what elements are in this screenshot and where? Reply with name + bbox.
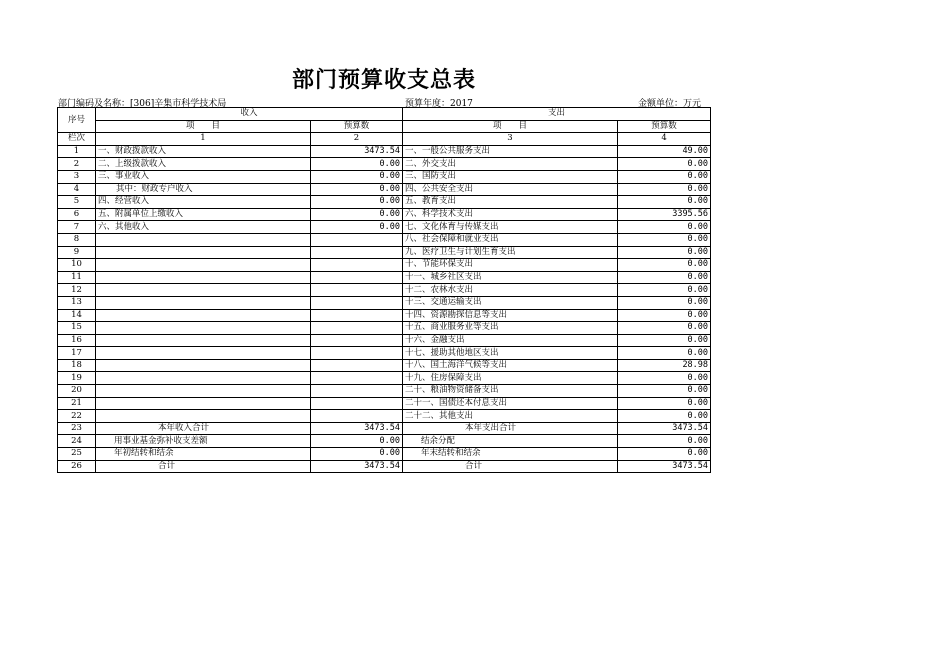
expense-budget-value: 3395.56 [618, 208, 711, 221]
row-number: 14 [58, 309, 96, 322]
row-number: 7 [58, 221, 96, 234]
expense-budget-value: 0.00 [618, 158, 711, 171]
row-number: 18 [58, 359, 96, 372]
expense-budget-value: 0.00 [618, 410, 711, 423]
row-number: 24 [58, 435, 96, 448]
expense-budget-value: 0.00 [618, 183, 711, 196]
expense-item: 十六、金融支出 [403, 334, 618, 347]
row-number: 20 [58, 385, 96, 398]
table-row [58, 183, 711, 196]
row-number: 25 [58, 448, 96, 461]
income-item [96, 271, 311, 284]
expense-item: 十七、援助其他地区支出 [403, 347, 618, 360]
income-item [96, 309, 311, 322]
expense-item: 三、国防支出 [403, 170, 618, 183]
income-item: 本年收入合计 [96, 422, 311, 435]
table-row [58, 460, 711, 473]
column-index-4: 4 [618, 133, 711, 146]
income-item [96, 259, 311, 272]
income-item: 三、事业收入 [96, 170, 311, 183]
expense-budget-value: 0.00 [618, 385, 711, 398]
expense-item: 本年支出合计 [403, 422, 618, 435]
income-budget-value: 0.00 [311, 183, 403, 196]
row-number: 16 [58, 334, 96, 347]
table-row [58, 284, 711, 297]
expense-item: 十一、城乡社区支出 [403, 271, 618, 284]
expense-item-header: 项 目 [403, 120, 618, 133]
amount-unit-label: 金额单位：万元 [638, 99, 702, 109]
expense-item: 六、科学技术支出 [403, 208, 618, 221]
income-budget-value: 0.00 [311, 221, 403, 234]
expense-item: 十二、农林水支出 [403, 284, 618, 297]
expense-item: 十九、住房保障支出 [403, 372, 618, 385]
table-row [58, 309, 711, 322]
expense-item: 二十一、国债还本付息支出 [403, 397, 618, 410]
expense-budget-value: 0.00 [618, 196, 711, 209]
row-number: 12 [58, 284, 96, 297]
expense-budget-value: 0.00 [618, 448, 711, 461]
income-item [96, 359, 311, 372]
expense-header: 支出 [403, 108, 711, 121]
table-row [58, 221, 711, 234]
income-item [96, 347, 311, 360]
income-budget-value: 0.00 [311, 435, 403, 448]
expense-budget-value: 3473.54 [618, 460, 711, 473]
column-index-label: 栏次 [58, 133, 96, 146]
seq-header: 序号 [58, 108, 96, 133]
expense-budget-value: 0.00 [618, 334, 711, 347]
income-item: 年初结转和结余 [96, 448, 311, 461]
expense-item: 十五、商业服务业等支出 [403, 322, 618, 335]
income-budget-value [311, 359, 403, 372]
row-number: 17 [58, 347, 96, 360]
table-row [58, 397, 711, 410]
expense-budget-value: 0.00 [618, 233, 711, 246]
income-budget-value: 3473.54 [311, 460, 403, 473]
income-budget-value [311, 259, 403, 272]
income-budget-value [311, 385, 403, 398]
expense-budget-value: 0.00 [618, 271, 711, 284]
income-budget-value [311, 397, 403, 410]
row-number: 15 [58, 322, 96, 335]
row-number: 23 [58, 422, 96, 435]
table-row [58, 208, 711, 221]
department-label: 部门编码及名称：[306]辛集市科学技术局 [58, 99, 227, 109]
expense-budget-value: 0.00 [618, 246, 711, 259]
expense-budget-value: 0.00 [618, 296, 711, 309]
expense-item: 十、节能环保支出 [403, 259, 618, 272]
income-item [96, 372, 311, 385]
income-item: 合计 [96, 460, 311, 473]
income-item [96, 296, 311, 309]
expense-item: 八、社会保障和就业支出 [403, 233, 618, 246]
table-row [58, 246, 711, 259]
row-number: 10 [58, 259, 96, 272]
column-index-1: 1 [96, 133, 311, 146]
table-row [58, 385, 711, 398]
income-item: 二、上级拨款收入 [96, 158, 311, 171]
table-row [58, 158, 711, 171]
expense-item: 结余分配 [403, 435, 618, 448]
row-number: 8 [58, 233, 96, 246]
income-budget-value: 0.00 [311, 448, 403, 461]
income-item: 用事业基金弥补收支差额 [96, 435, 311, 448]
row-number: 2 [58, 158, 96, 171]
income-budget-value [311, 410, 403, 423]
row-number: 26 [58, 460, 96, 473]
income-budget-value: 0.00 [311, 170, 403, 183]
income-budget-value: 3473.54 [311, 422, 403, 435]
expense-item: 年末结转和结余 [403, 448, 618, 461]
expense-budget-value: 0.00 [618, 259, 711, 272]
budget-year-label: 预算年度：2017 [405, 99, 473, 109]
expense-budget-value: 0.00 [618, 372, 711, 385]
expense-budget-value: 0.00 [618, 397, 711, 410]
income-budget-value: 0.00 [311, 158, 403, 171]
expense-item: 一、一般公共服务支出 [403, 145, 618, 158]
income-budget-value [311, 296, 403, 309]
row-number: 22 [58, 410, 96, 423]
budget-summary-table [57, 107, 711, 473]
expense-item: 二、外交支出 [403, 158, 618, 171]
income-budget-header: 预算数 [311, 120, 403, 133]
column-index-3: 3 [403, 133, 618, 146]
row-number: 3 [58, 170, 96, 183]
row-number: 5 [58, 196, 96, 209]
table-row [58, 347, 711, 360]
income-item [96, 246, 311, 259]
column-index-2: 2 [311, 133, 403, 146]
expense-budget-value: 0.00 [618, 347, 711, 360]
income-item: 六、其他收入 [96, 221, 311, 234]
income-budget-value [311, 233, 403, 246]
expense-item: 七、文化体育与传媒支出 [403, 221, 618, 234]
row-number: 9 [58, 246, 96, 259]
income-item [96, 233, 311, 246]
table-row [58, 334, 711, 347]
income-budget-value: 3473.54 [311, 145, 403, 158]
row-number: 1 [58, 145, 96, 158]
expense-budget-value: 0.00 [618, 322, 711, 335]
income-budget-value [311, 271, 403, 284]
expense-item: 九、医疗卫生与计划生育支出 [403, 246, 618, 259]
expense-budget-value: 0.00 [618, 435, 711, 448]
expense-budget-value: 3473.54 [618, 422, 711, 435]
table-row [58, 145, 711, 158]
income-item: 五、附属单位上缴收入 [96, 208, 311, 221]
expense-budget-value: 0.00 [618, 284, 711, 297]
table-row [58, 410, 711, 423]
table-row [58, 170, 711, 183]
table-row [58, 233, 711, 246]
income-budget-value [311, 347, 403, 360]
table-row [58, 296, 711, 309]
table-row [58, 448, 711, 461]
income-item: 一、财政拨款收入 [96, 145, 311, 158]
expense-item: 十四、资源勘探信息等支出 [403, 309, 618, 322]
income-budget-value [311, 334, 403, 347]
income-item [96, 284, 311, 297]
income-item [96, 385, 311, 398]
income-budget-value: 0.00 [311, 208, 403, 221]
table-row [58, 271, 711, 284]
income-budget-value [311, 284, 403, 297]
table-row [58, 259, 711, 272]
income-item: 四、经营收入 [96, 196, 311, 209]
income-item [96, 334, 311, 347]
income-item: 其中：财政专户收入 [96, 183, 311, 196]
row-number: 19 [58, 372, 96, 385]
row-number: 13 [58, 296, 96, 309]
expense-budget-value: 28.98 [618, 359, 711, 372]
row-number: 11 [58, 271, 96, 284]
table-row [58, 322, 711, 335]
expense-budget-header: 预算数 [618, 120, 711, 133]
expense-budget-value: 0.00 [618, 221, 711, 234]
income-budget-value [311, 372, 403, 385]
income-budget-value [311, 309, 403, 322]
expense-item: 四、公共安全支出 [403, 183, 618, 196]
income-budget-value [311, 246, 403, 259]
expense-item: 二十、粮油物资储备支出 [403, 385, 618, 398]
table-row [58, 422, 711, 435]
income-item [96, 410, 311, 423]
page-title: 部门预算收支总表 [291, 67, 476, 93]
income-budget-value [311, 322, 403, 335]
expense-item: 十八、国土海洋气候等支出 [403, 359, 618, 372]
expense-budget-value: 49.00 [618, 145, 711, 158]
table-row [58, 359, 711, 372]
income-header: 收入 [96, 108, 403, 121]
table-row [58, 196, 711, 209]
income-budget-value: 0.00 [311, 196, 403, 209]
expense-item: 十三、交通运输支出 [403, 296, 618, 309]
row-number: 6 [58, 208, 96, 221]
income-item [96, 322, 311, 335]
expense-budget-value: 0.00 [618, 309, 711, 322]
row-number: 4 [58, 183, 96, 196]
expense-budget-value: 0.00 [618, 170, 711, 183]
row-number: 21 [58, 397, 96, 410]
expense-item: 合计 [403, 460, 618, 473]
table-row [58, 435, 711, 448]
income-item [96, 397, 311, 410]
expense-item: 五、教育支出 [403, 196, 618, 209]
expense-item: 二十二、其他支出 [403, 410, 618, 423]
income-item-header: 项 目 [96, 120, 311, 133]
table-row [58, 372, 711, 385]
